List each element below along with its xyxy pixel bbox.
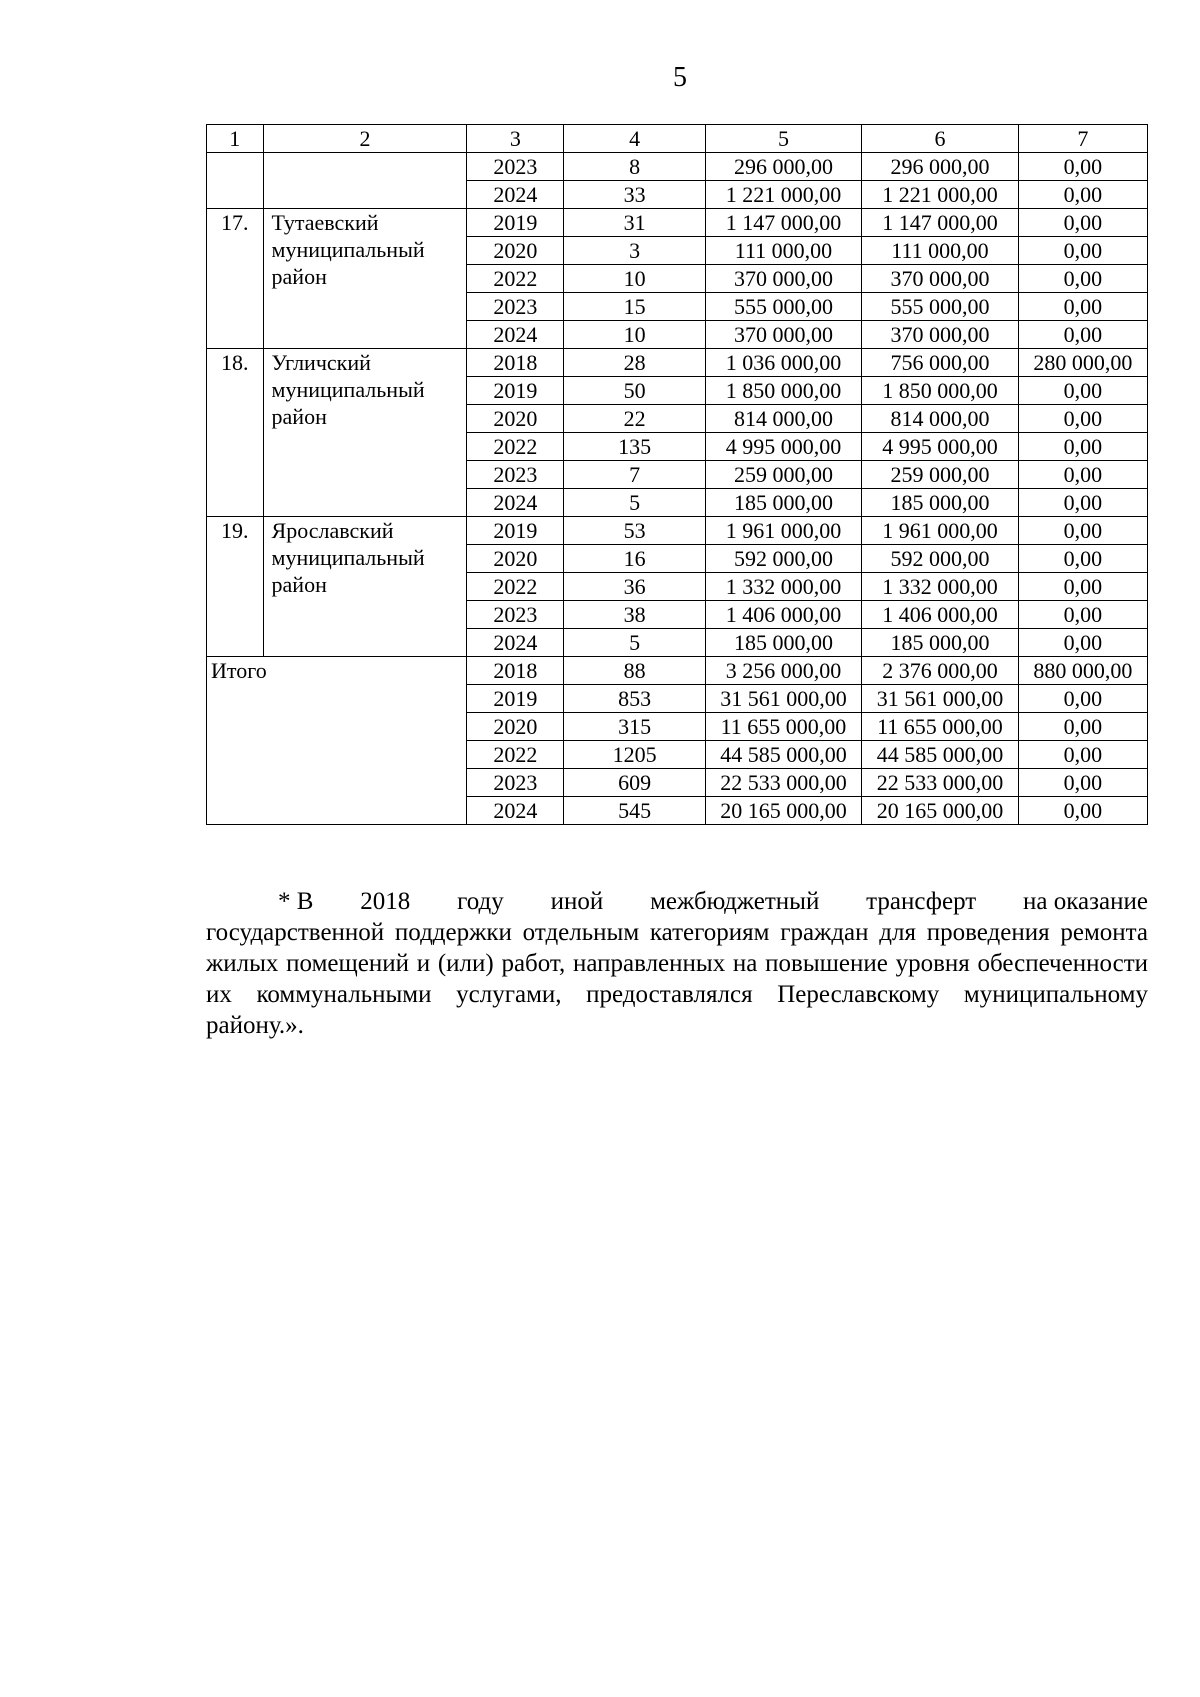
amount-other-cell: 0,00 [1018,601,1147,629]
amount-regional-cell: 756 000,00 [862,349,1018,377]
amount-other-cell: 0,00 [1018,713,1147,741]
year-cell: 2023 [467,293,564,321]
footnote-word: * В [278,888,314,915]
amount-total-cell: 1 406 000,00 [705,601,861,629]
row-number-cell: 17. [207,209,264,349]
amount-regional-cell: 1 332 000,00 [862,573,1018,601]
amount-total-cell: 555 000,00 [705,293,861,321]
count-cell: 22 [564,405,705,433]
amount-other-cell: 0,00 [1018,629,1147,657]
amount-regional-cell: 185 000,00 [862,629,1018,657]
amount-other-cell: 880 000,00 [1018,657,1147,685]
year-cell: 2020 [467,237,564,265]
table-row [207,349,1148,377]
amount-regional-cell: 20 165 000,00 [862,797,1018,825]
amount-regional-cell: 22 533 000,00 [862,769,1018,797]
count-cell: 53 [564,517,705,545]
amount-other-cell: 0,00 [1018,237,1147,265]
year-cell: 2024 [467,321,564,349]
amount-other-cell: 0,00 [1018,377,1147,405]
count-cell: 88 [564,657,705,685]
header-cell: 7 [1018,125,1147,153]
year-cell: 2019 [467,517,564,545]
total-label-cell: Итого [207,657,467,825]
header-cell: 1 [207,125,264,153]
amount-total-cell: 11 655 000,00 [705,713,861,741]
count-cell: 10 [564,265,705,293]
amount-total-cell: 1 221 000,00 [705,181,861,209]
amount-total-cell: 1 850 000,00 [705,377,861,405]
year-cell: 2023 [467,461,564,489]
amount-total-cell: 31 561 000,00 [705,685,861,713]
year-cell: 2018 [467,349,564,377]
year-cell: 2024 [467,797,564,825]
amount-regional-cell: 2 376 000,00 [862,657,1018,685]
amount-other-cell: 0,00 [1018,321,1147,349]
count-cell: 3 [564,237,705,265]
amount-other-cell: 0,00 [1018,433,1147,461]
table-row [207,657,1148,685]
amount-total-cell: 111 000,00 [705,237,861,265]
amount-other-cell: 0,00 [1018,769,1147,797]
count-cell: 5 [564,629,705,657]
header-cell: 5 [705,125,861,153]
amount-total-cell: 814 000,00 [705,405,861,433]
amount-total-cell: 22 533 000,00 [705,769,861,797]
count-cell: 16 [564,545,705,573]
footnote-word: на оказание [1023,888,1148,915]
year-cell: 2024 [467,629,564,657]
count-cell: 33 [564,181,705,209]
table-header-row [207,125,1148,153]
footnote [206,886,1148,1041]
row-number-cell: 19. [207,517,264,657]
amount-total-cell: 185 000,00 [705,489,861,517]
amount-regional-cell: 1 221 000,00 [862,181,1018,209]
amount-regional-cell: 259 000,00 [862,461,1018,489]
amount-other-cell: 0,00 [1018,685,1147,713]
count-cell: 10 [564,321,705,349]
amount-regional-cell: 111 000,00 [862,237,1018,265]
header-cell: 2 [263,125,467,153]
year-cell: 2022 [467,573,564,601]
table-row [207,517,1148,545]
footnote-word: году [457,888,504,915]
amount-total-cell: 1 036 000,00 [705,349,861,377]
amount-regional-cell: 1 850 000,00 [862,377,1018,405]
amount-regional-cell: 296 000,00 [862,153,1018,181]
amount-total-cell: 370 000,00 [705,265,861,293]
count-cell: 36 [564,573,705,601]
table-row [207,209,1148,237]
amount-other-cell: 0,00 [1018,797,1147,825]
footnote-rest: государственной поддержки отдельным категориям граждан для проведения ремонта жилых помещений и (или) работ, направленных на повышение уровня обеспеченности их коммунальными услугами, предоставлялся Переславскому муниципальному району.». [206,919,1148,1039]
year-cell: 2024 [467,489,564,517]
district-name-cell: Тутаевский муниципальный район [263,209,467,349]
amount-regional-cell: 592 000,00 [862,545,1018,573]
amount-total-cell: 4 995 000,00 [705,433,861,461]
year-cell: 2023 [467,601,564,629]
count-cell: 8 [564,153,705,181]
amount-regional-cell: 555 000,00 [862,293,1018,321]
amount-total-cell: 592 000,00 [705,545,861,573]
amount-other-cell: 0,00 [1018,545,1147,573]
count-cell: 7 [564,461,705,489]
table-body [207,125,1148,825]
amount-other-cell: 0,00 [1018,741,1147,769]
amount-other-cell: 0,00 [1018,405,1147,433]
year-cell: 2022 [467,265,564,293]
count-cell: 609 [564,769,705,797]
amount-regional-cell: 185 000,00 [862,489,1018,517]
row-number-cell: 18. [207,349,264,517]
amount-total-cell: 20 165 000,00 [705,797,861,825]
count-cell: 31 [564,209,705,237]
amount-total-cell: 44 585 000,00 [705,741,861,769]
amount-total-cell: 1 332 000,00 [705,573,861,601]
row-number-cell [207,153,264,209]
table-row [207,153,1148,181]
amount-other-cell: 0,00 [1018,153,1147,181]
year-cell: 2019 [467,685,564,713]
footnote-first-line [206,886,1148,917]
amount-total-cell: 1 147 000,00 [705,209,861,237]
count-cell: 853 [564,685,705,713]
amount-regional-cell: 814 000,00 [862,405,1018,433]
year-cell: 2020 [467,405,564,433]
year-cell: 2018 [467,657,564,685]
count-cell: 1205 [564,741,705,769]
amount-total-cell: 259 000,00 [705,461,861,489]
amount-other-cell: 0,00 [1018,265,1147,293]
amount-other-cell: 280 000,00 [1018,349,1147,377]
amount-other-cell: 0,00 [1018,517,1147,545]
year-cell: 2023 [467,769,564,797]
amount-other-cell: 0,00 [1018,573,1147,601]
amount-regional-cell: 44 585 000,00 [862,741,1018,769]
amount-other-cell: 0,00 [1018,461,1147,489]
footnote-word: межбюджетный [650,888,820,915]
amount-regional-cell: 11 655 000,00 [862,713,1018,741]
amount-total-cell: 370 000,00 [705,321,861,349]
amount-regional-cell: 370 000,00 [862,321,1018,349]
amount-regional-cell: 1 406 000,00 [862,601,1018,629]
district-name-cell [263,153,467,209]
header-cell: 6 [862,125,1018,153]
amount-regional-cell: 1 147 000,00 [862,209,1018,237]
amount-other-cell: 0,00 [1018,209,1147,237]
count-cell: 135 [564,433,705,461]
amount-total-cell: 3 256 000,00 [705,657,861,685]
amount-other-cell: 0,00 [1018,489,1147,517]
year-cell: 2024 [467,181,564,209]
count-cell: 15 [564,293,705,321]
amount-total-cell: 185 000,00 [705,629,861,657]
year-cell: 2019 [467,377,564,405]
count-cell: 38 [564,601,705,629]
year-cell: 2020 [467,545,564,573]
district-name-cell: Ярославский муниципальный район [263,517,467,657]
year-cell: 2022 [467,741,564,769]
amount-regional-cell: 1 961 000,00 [862,517,1018,545]
amount-other-cell: 0,00 [1018,181,1147,209]
count-cell: 28 [564,349,705,377]
amount-other-cell: 0,00 [1018,293,1147,321]
count-cell: 5 [564,489,705,517]
count-cell: 545 [564,797,705,825]
header-cell: 3 [467,125,564,153]
year-cell: 2023 [467,153,564,181]
year-cell: 2020 [467,713,564,741]
amount-total-cell: 296 000,00 [705,153,861,181]
transfer-table [206,124,1148,825]
amount-regional-cell: 370 000,00 [862,265,1018,293]
amount-regional-cell: 4 995 000,00 [862,433,1018,461]
count-cell: 50 [564,377,705,405]
district-name-cell: Угличский муниципальный район [263,349,467,517]
footnote-word: 2018 [360,888,411,915]
page-number: 5 [673,62,687,93]
year-cell: 2022 [467,433,564,461]
footnote-word: трансферт [866,888,977,915]
amount-regional-cell: 31 561 000,00 [862,685,1018,713]
amount-total-cell: 1 961 000,00 [705,517,861,545]
header-cell: 4 [564,125,705,153]
footnote-word: иной [550,888,604,915]
count-cell: 315 [564,713,705,741]
year-cell: 2019 [467,209,564,237]
